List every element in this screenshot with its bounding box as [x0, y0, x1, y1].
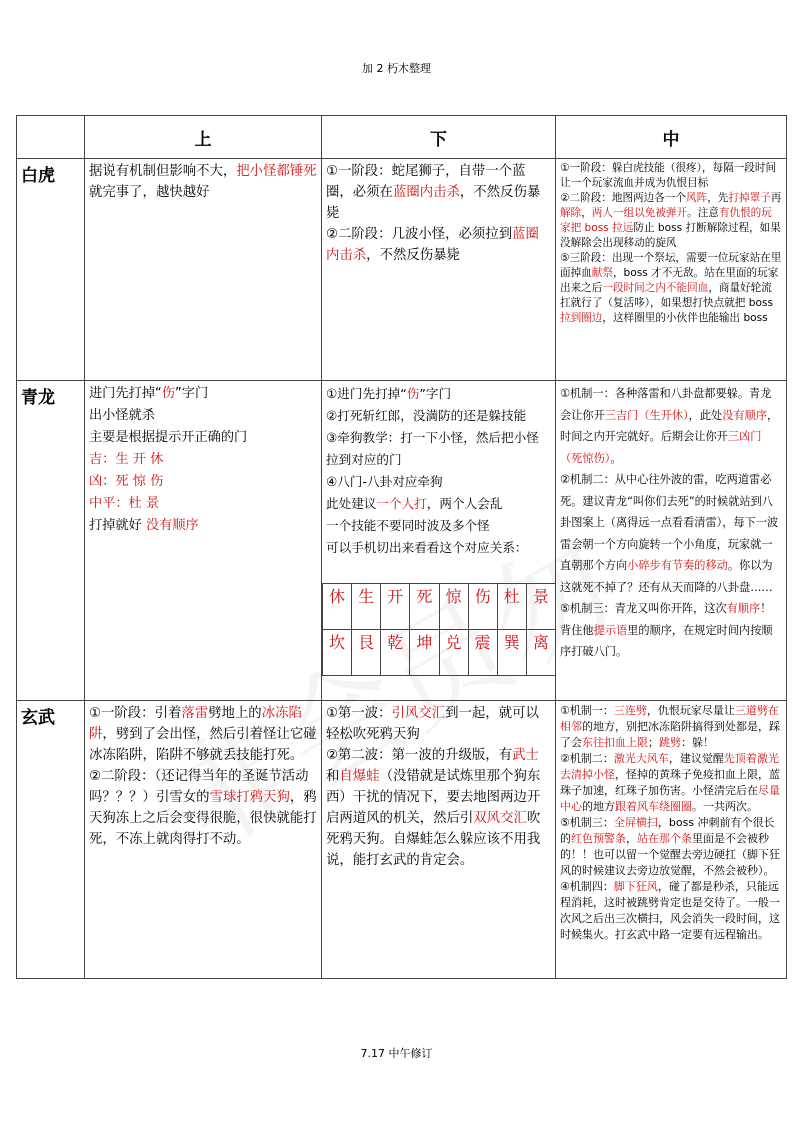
- text-line: 一个技能不要同时波及多个怪: [326, 518, 490, 533]
- boss-name: 白虎: [17, 159, 85, 381]
- text-line: 打掉就好 没有顺序: [89, 518, 199, 533]
- text-line: ②二阶段：几波小怪，必须拉到蓝圈内击杀，不然反伤暴毙: [326, 227, 539, 263]
- text-line: 吉：生 开 休: [89, 452, 164, 467]
- text-line: 此处建议一个人打，两个人会乱: [326, 496, 503, 511]
- header-mid: 中: [556, 116, 787, 159]
- text-line: ①一阶段：躲白虎技能（很疼），每隔一段时间让一个玩家流血并成为仇恨目标: [560, 162, 777, 189]
- header-corner: [17, 116, 85, 159]
- cell-up: [85, 159, 322, 381]
- table-row: [17, 381, 787, 701]
- table-row: [17, 701, 787, 979]
- text-line: ②第二波：第一波的升级版，有武士和自爆蛙（没错就是试炼里那个狗东西）干扰的情况下，要去地图两边开启两道风的机关，然后引双风交汇吹死鸦天狗。自爆蛙怎么躲应该不用我说，能打玄武的肯定会。: [326, 748, 541, 868]
- page-header: 加 2 朽木整理: [362, 62, 431, 75]
- trigram-cell: 坎: [323, 630, 352, 676]
- trigram-cell: 离: [526, 630, 555, 676]
- text-line: 据说有机制但影响不大，把小怪都锤死就完事了，越快越好: [89, 164, 317, 200]
- gate-row: [323, 584, 556, 630]
- cell-down: [322, 701, 556, 979]
- text-line: ⑤机制三：青龙又叫你开阵，这次有顺序！背住他提示语里的顺序，在规定时间内按顺序打破八门。: [560, 602, 773, 658]
- gate-cell: 生: [352, 584, 381, 630]
- cell-down: [322, 381, 556, 701]
- cell-up: [85, 381, 322, 701]
- text-line: ①一阶段：蛇尾狮子，自带一个蓝圈，必须在蓝圈内击杀，不然反伤暴毙: [326, 164, 541, 221]
- trigram-cell: 乾: [381, 630, 410, 676]
- text-line: ①机制一：三连劈，仇恨玩家尽量让三道劈在相邻的地方，别把冰冻陷阱搞得到处都是，踩了会东往扣血上限；跳劈：躲！: [560, 704, 780, 749]
- text-line: 进门先打掉“伤”字门: [89, 386, 209, 401]
- page-footer: 7.17 中午修订: [360, 1047, 433, 1060]
- header-up: 上: [85, 116, 322, 159]
- gate-trigram-table: [322, 583, 555, 676]
- text-line: ②机制二：激光大风车，建议觉醒先顶着激光去清掉小怪，怪掉的黄珠子免疫扣血上限，蓝珠子加速，红珠子加伤害。小怪清完后在尽量中心的地方跟着风车绕圈圈。一共两次。: [560, 752, 780, 813]
- table-header-row: [17, 116, 787, 159]
- text-line: 可以手机切出来看看这个对应关系：: [326, 540, 528, 555]
- text-line: 中平：杜 景: [89, 496, 160, 511]
- cell-mid: [556, 701, 787, 979]
- trigram-cell: 艮: [352, 630, 381, 676]
- gate-cell: 景: [526, 584, 555, 630]
- trigram-cell: 兑: [439, 630, 468, 676]
- gate-cell: 杜: [497, 584, 526, 630]
- text-line: ②打死斩红郎，没満防的还是躲技能: [326, 408, 527, 423]
- gate-cell: 惊: [439, 584, 468, 630]
- gate-cell: 死: [410, 584, 439, 630]
- text-line: ⑤三阶段：出现一个祭坛，需要一位玩家站在里面掉血献祭，boss 才不无敌。站在里面的玩家出来之后一段时间之内不能回血，商量好轮流扛就行了（复活哆），如果想打快点就把 boss 拉到圈边，这样圈里的小伙伴也能输出 boss: [560, 252, 782, 324]
- text-line: 主要是根据提示开正确的门: [89, 430, 248, 445]
- gate-cell: 休: [323, 584, 352, 630]
- cell-up: [85, 701, 322, 979]
- boss-name: 青龙: [17, 381, 85, 701]
- text-line: 出小怪就杀: [89, 408, 155, 423]
- table-row: [17, 159, 787, 381]
- text-line: ①机制一：各种落雷和八卦盘都要躲。青龙会让你开三吉门（生开休），此处没有顺序，时间之内开完就好。后期会让你开三凶门（死惊伤）。: [560, 387, 779, 465]
- text-line: 凶：死 惊 伤: [89, 474, 164, 489]
- text-line: ⑤机制三：全屏横扫，boss 冲刺前有个很长的红色预警条，站在那个条里面是不会被秒的！！也可以留一个觉醒去旁边硬扛（脚下狂风的时候建议去旁边放觉醒，不然会被秒）。: [560, 816, 780, 877]
- text-line: ④八门-八卦对应牵狗: [326, 474, 443, 489]
- cell-down: [322, 159, 556, 381]
- cell-mid: [556, 159, 787, 381]
- gate-cell: 伤: [468, 584, 497, 630]
- gate-cell: 开: [381, 584, 410, 630]
- text-line: ③牵狗教学：打一下小怪，然后把小怪拉到对应的门: [326, 430, 539, 467]
- cell-mid: [556, 381, 787, 701]
- text-line: ①进门先打掉“伤”字门: [326, 386, 452, 401]
- trigram-row: [323, 630, 556, 676]
- text-line: ②机制二：从中心往外波的雷，吃两道雷必死。建议青龙“叫你们去死”的时候就站到八卦图案上（离得远一点看看清雷），每下一波雷会朝一个方向旋转一个小角度，玩家就一直朝那个方向小碎步有节奏的移动。你以为这就死不掉了？还有从天而降的八卦盘……: [560, 473, 779, 594]
- text-line: ①一阶段：引着落雷劈地上的冰冻陷阱，劈到了会出怪，然后引着怪让它碰冰冻陷阱，陷阱不够就丢技能打死。: [89, 706, 317, 763]
- header-down: 下: [322, 116, 556, 159]
- trigram-cell: 巽: [497, 630, 526, 676]
- text-line: ②二阶段：地图两边各一个风阵，先打掉罩子再解除，两人一组以免被弹开。注意有仇恨的玩家把 boss 拉远防止 boss 打断解除过程，如果没解除会出现移动的旋风: [560, 192, 782, 249]
- text-line: ②二阶段：（还记得当年的圣诞节活动吗？？？）引雪女的雪球打鸦天狗，鸦天狗冻上之后会变得很脆，很快就能打死，不冻上就肉得打不动。: [89, 769, 317, 847]
- boss-name: 玄武: [17, 701, 85, 979]
- trigram-cell: 坤: [410, 630, 439, 676]
- text-line: ④机制四：脚下狂风，碰了都是秒杀，只能远程消耗，这时被跳劈肯定也是交待了。一般一次风之后出三次横扫，风会消失一段时间，这时候集火。打玄武中路一定要有远程输出。: [560, 880, 780, 941]
- text-line: ①第一波：引风交汇到一起，就可以轻松吹死鸦天狗: [326, 706, 539, 742]
- strategy-table: [16, 115, 787, 979]
- trigram-cell: 震: [468, 630, 497, 676]
